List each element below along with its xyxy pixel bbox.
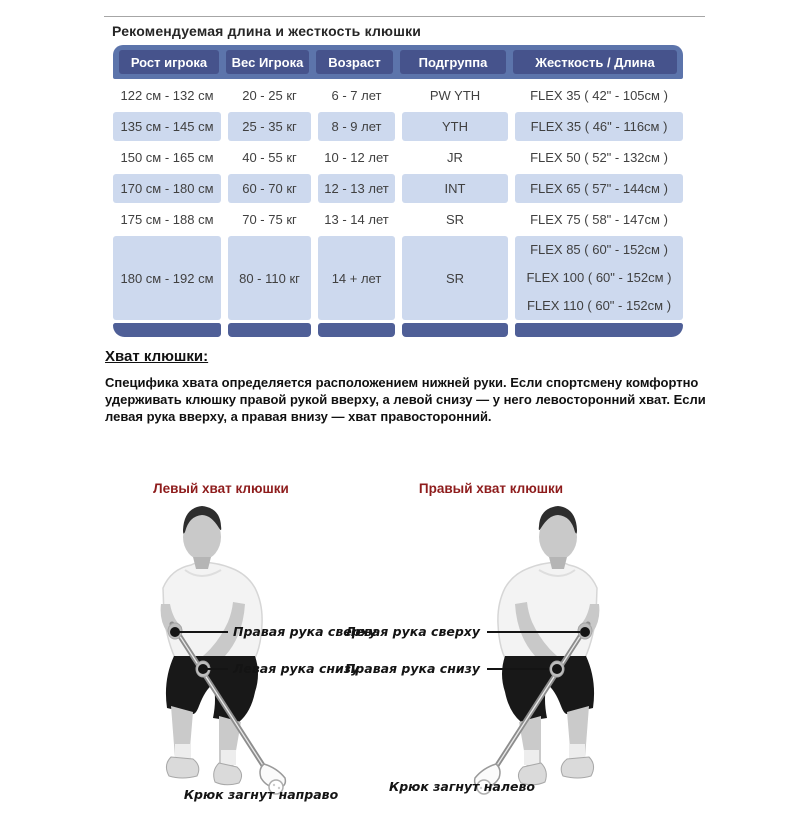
table-row bbox=[113, 143, 683, 172]
flex-line: FLEX 100 ( 60" - 152см ) bbox=[526, 270, 672, 285]
cell-subgroup: PW YTH bbox=[429, 88, 481, 103]
cell-height: 150 см - 165 см bbox=[120, 150, 214, 165]
right-bottom-hand-label: Правая рука снизу bbox=[344, 661, 480, 676]
footer-segment bbox=[515, 323, 683, 337]
footer-segment bbox=[113, 323, 221, 337]
pointer-line bbox=[207, 668, 228, 670]
cell-height: 122 см - 132 см bbox=[120, 88, 214, 103]
cell-flex: FLEX 35 ( 42" - 105см ) bbox=[530, 88, 668, 103]
left-top-hand-label: Правая рука сверху bbox=[233, 624, 377, 639]
cell-subgroup: SR bbox=[445, 212, 465, 227]
cell-weight: 80 - 110 кг bbox=[228, 236, 311, 320]
grip-section-paragraph: Специфика хвата определяется расположением нижней руки. Если спортсмену комфортно удерживать клюшку правой рукой вверху, а левой снизу — у него левосторонний хват. Если левая рука вверху, а правая внизу — хват правосторонний. bbox=[105, 375, 706, 424]
cell-weight: 25 - 35 кг bbox=[228, 112, 311, 141]
pointer-line bbox=[179, 631, 228, 633]
table-row bbox=[113, 112, 683, 141]
cell-height: 135 см - 145 см bbox=[113, 112, 221, 141]
flex-line: FLEX 110 ( 60" - 152см ) bbox=[526, 298, 672, 313]
cell-subgroup: YTH bbox=[402, 112, 508, 141]
grip-section-heading: Хват клюшки: bbox=[105, 348, 209, 365]
table-footer-bar bbox=[113, 323, 683, 337]
right-figure-title: Правый хват клюшки bbox=[418, 481, 564, 496]
left-figure-title: Левый хват клюшки bbox=[153, 481, 289, 496]
left-hook-caption: Крюк загнут направо bbox=[183, 787, 339, 802]
top-divider bbox=[104, 16, 705, 17]
cell-age: 6 - 7 лет bbox=[331, 88, 382, 103]
pointer-line bbox=[487, 668, 549, 670]
cell-age: 14 + лет bbox=[318, 236, 395, 320]
cell-weight: 70 - 75 кг bbox=[242, 212, 297, 227]
cell-flex: FLEX 50 ( 52" - 132см ) bbox=[530, 150, 668, 165]
page-title: Рекомендуемая длина и жесткость клюшки bbox=[112, 23, 422, 39]
cell-height: 175 см - 188 см bbox=[120, 212, 214, 227]
table-row bbox=[113, 174, 683, 203]
cell-weight: 40 - 55 кг bbox=[242, 150, 297, 165]
header-cell-height: Рост игрока bbox=[119, 50, 219, 74]
footer-segment bbox=[318, 323, 395, 337]
pointer-dot bbox=[552, 664, 562, 674]
left-player-illustration bbox=[125, 500, 355, 800]
cell-flex: FLEX 75 ( 58" - 147см ) bbox=[530, 212, 668, 227]
cell-age: 10 - 12 лет bbox=[324, 150, 389, 165]
footer-segment bbox=[402, 323, 508, 337]
right-top-hand-label: Левая рука сверху bbox=[345, 624, 480, 639]
cell-flex-multiline bbox=[515, 236, 683, 320]
footer-segment bbox=[228, 323, 311, 337]
flex-line: FLEX 85 ( 60" - 152см ) bbox=[530, 242, 668, 257]
cell-age: 13 - 14 лет bbox=[324, 212, 389, 227]
right-player-illustration bbox=[405, 500, 635, 800]
table-header-row bbox=[113, 45, 683, 79]
table-row bbox=[113, 236, 683, 320]
cell-subgroup: SR bbox=[402, 236, 508, 320]
cell-age: 8 - 9 лет bbox=[318, 112, 395, 141]
right-hook-caption: Крюк загнут налево bbox=[389, 779, 535, 794]
cell-subgroup: JR bbox=[447, 150, 463, 165]
stick-size-table bbox=[113, 45, 683, 337]
table-row bbox=[113, 81, 683, 110]
cell-age: 12 - 13 лет bbox=[318, 174, 395, 203]
header-cell-flex: Жесткость / Длина bbox=[513, 50, 677, 74]
pointer-dot bbox=[580, 627, 590, 637]
cell-weight: 60 - 70 кг bbox=[228, 174, 311, 203]
cell-height: 180 см - 192 см bbox=[113, 236, 221, 320]
cell-flex: FLEX 35 ( 46" - 116см ) bbox=[515, 112, 683, 141]
cell-flex: FLEX 65 ( 57" - 144см ) bbox=[515, 174, 683, 203]
table-row bbox=[113, 205, 683, 234]
header-cell-weight: Вес Игрока bbox=[226, 50, 309, 74]
pointer-line bbox=[487, 631, 580, 633]
cell-height: 170 см - 180 см bbox=[113, 174, 221, 203]
left-bottom-hand-label: Левая рука снизу bbox=[233, 661, 360, 676]
cell-weight: 20 - 25 кг bbox=[242, 88, 297, 103]
header-cell-age: Возраст bbox=[316, 50, 393, 74]
header-cell-subgroup: Подгруппа bbox=[400, 50, 506, 74]
cell-subgroup: INT bbox=[402, 174, 508, 203]
